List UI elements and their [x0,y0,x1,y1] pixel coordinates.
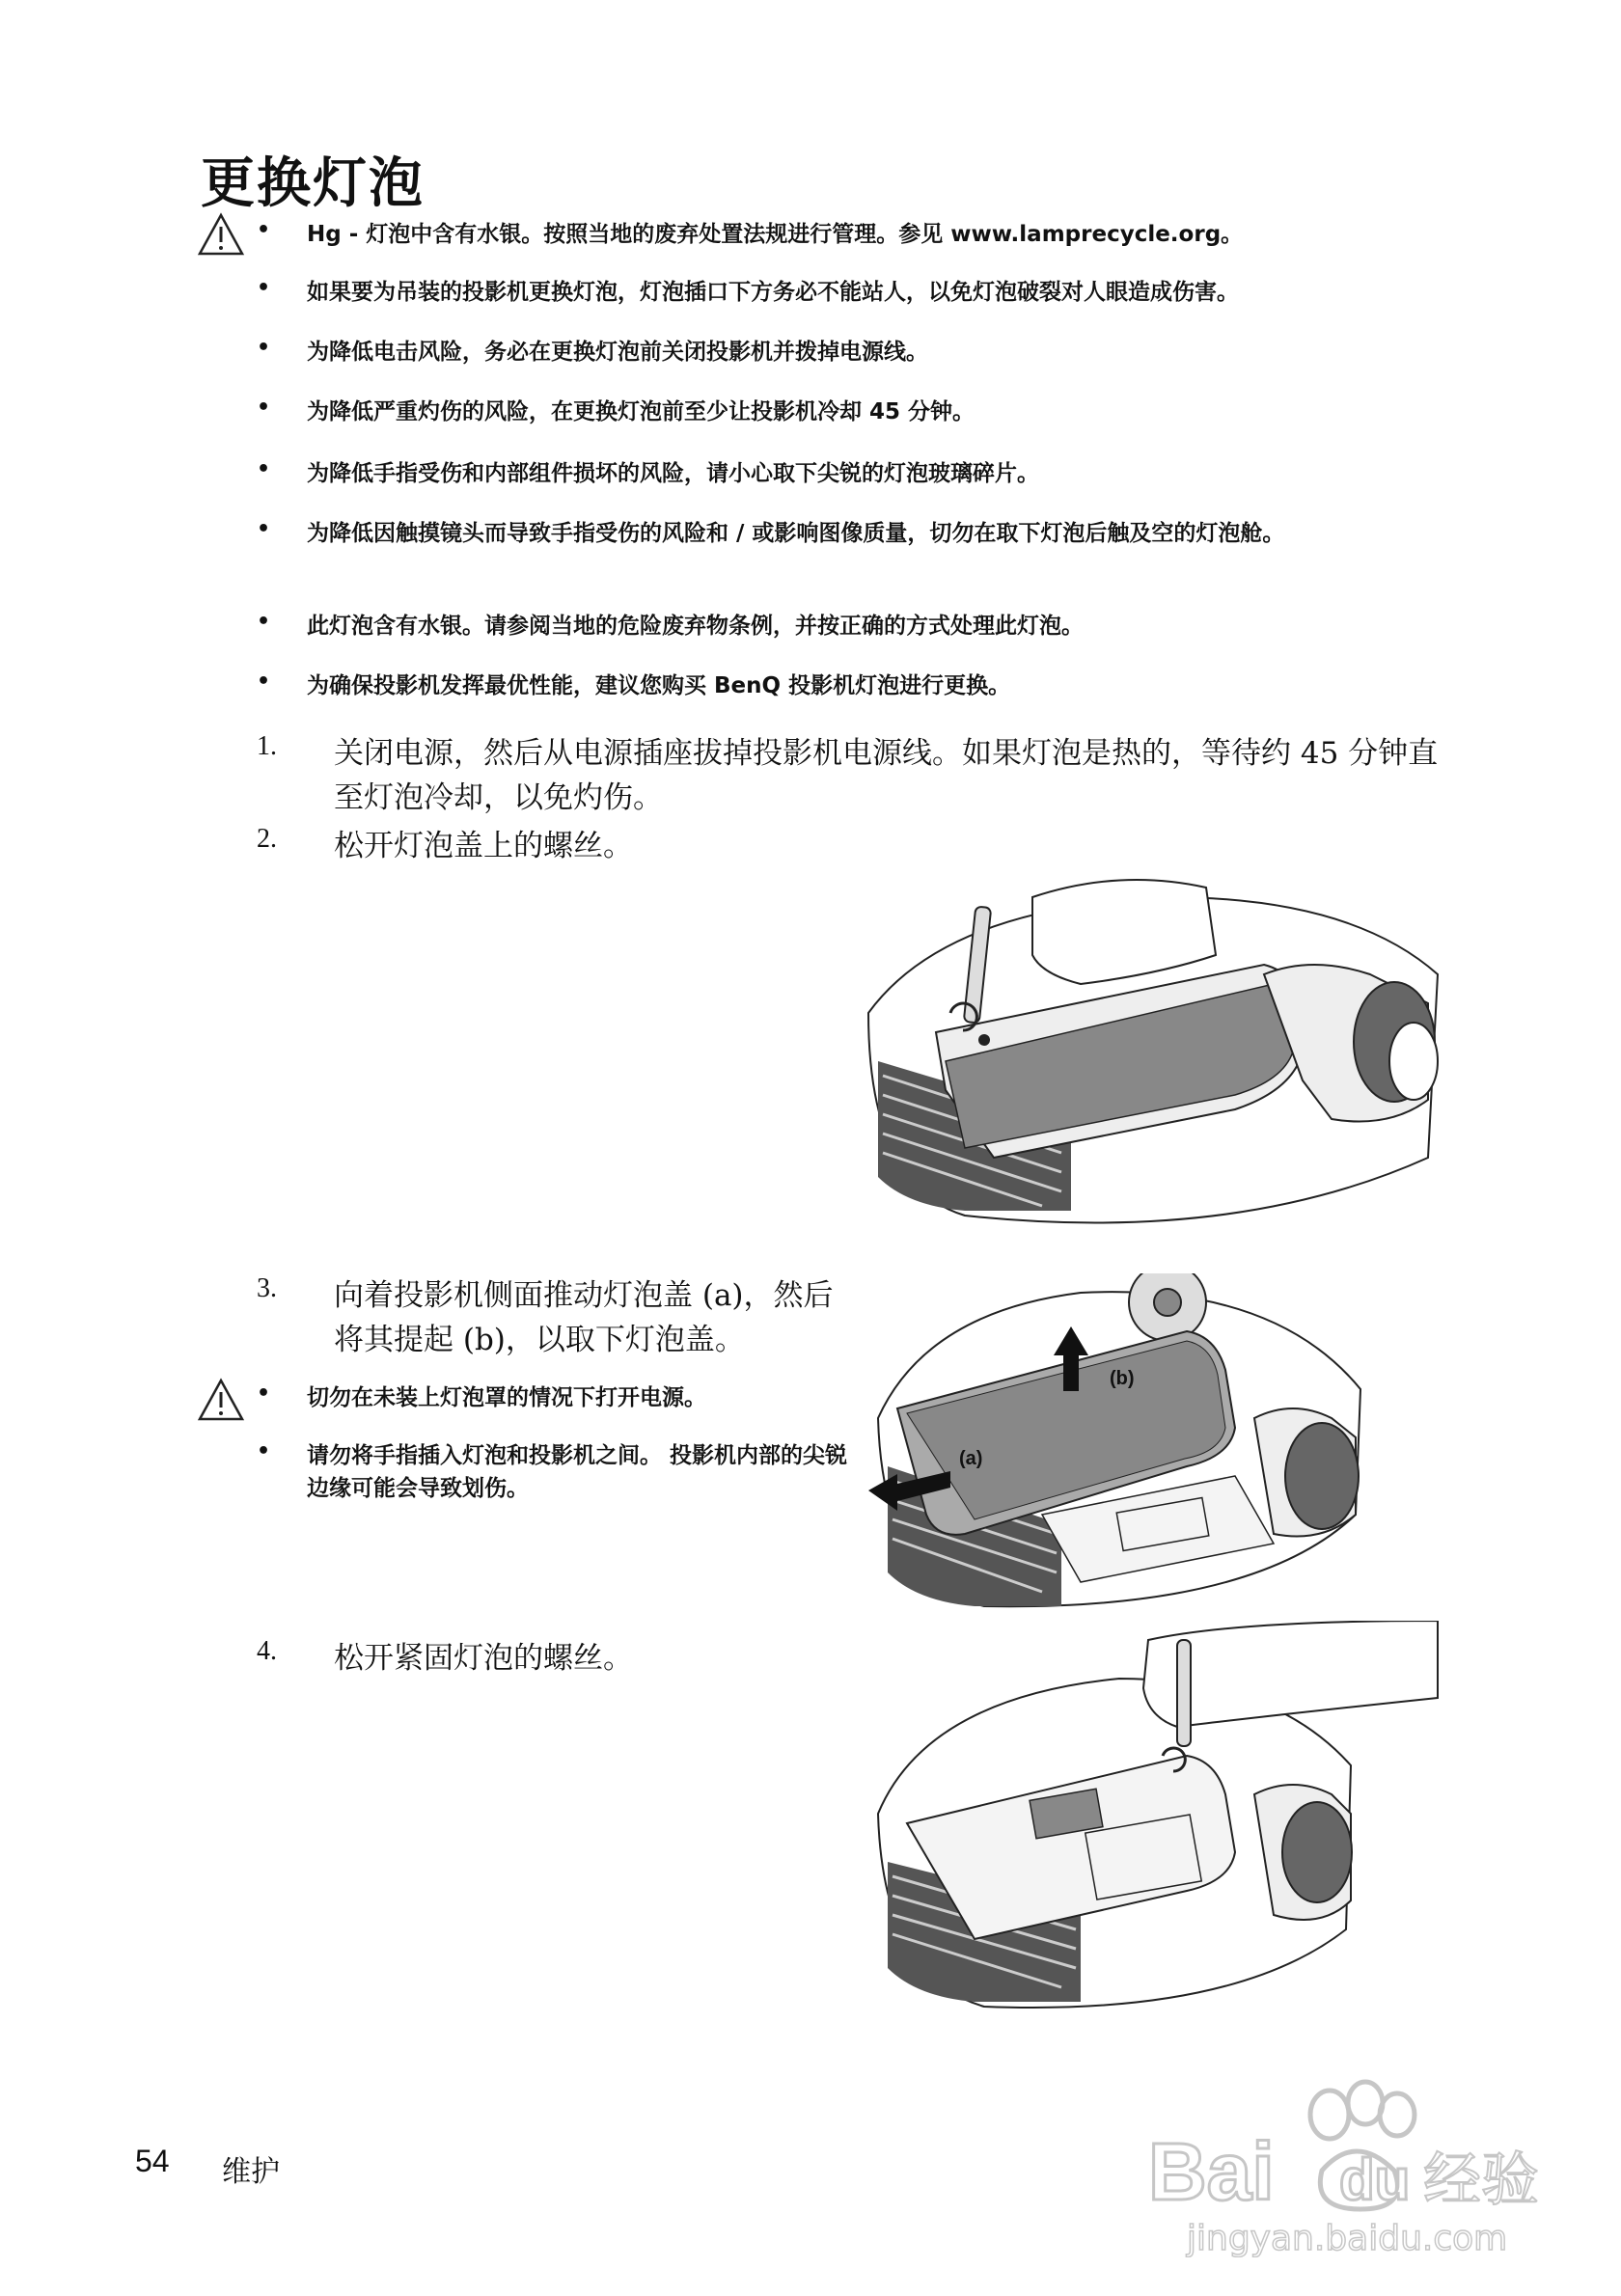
page-title: 更换灯泡 [201,152,425,215]
figure-loosen-cover-screw [849,868,1467,1235]
label-b: (b) [1110,1368,1135,1389]
watermark-url: jingyan.baidu.com [1187,2219,1508,2257]
warning-triangle-icon [197,1378,245,1422]
watermark-suffix: 经验 [1423,2146,1539,2214]
figure-loosen-lamp-screws [868,1621,1447,2026]
warning-triangle-icon [197,212,245,257]
section-label: 维护 [222,2155,280,2189]
baidu-watermark [1148,2064,1553,2257]
figure-remove-lamp-cover [868,1273,1370,1621]
watermark-brand2: du [1339,2147,1411,2212]
page-number: 54 [135,2144,170,2178]
label-a: (a) [959,1448,983,1469]
watermark-brand: Bai [1148,2126,1275,2217]
